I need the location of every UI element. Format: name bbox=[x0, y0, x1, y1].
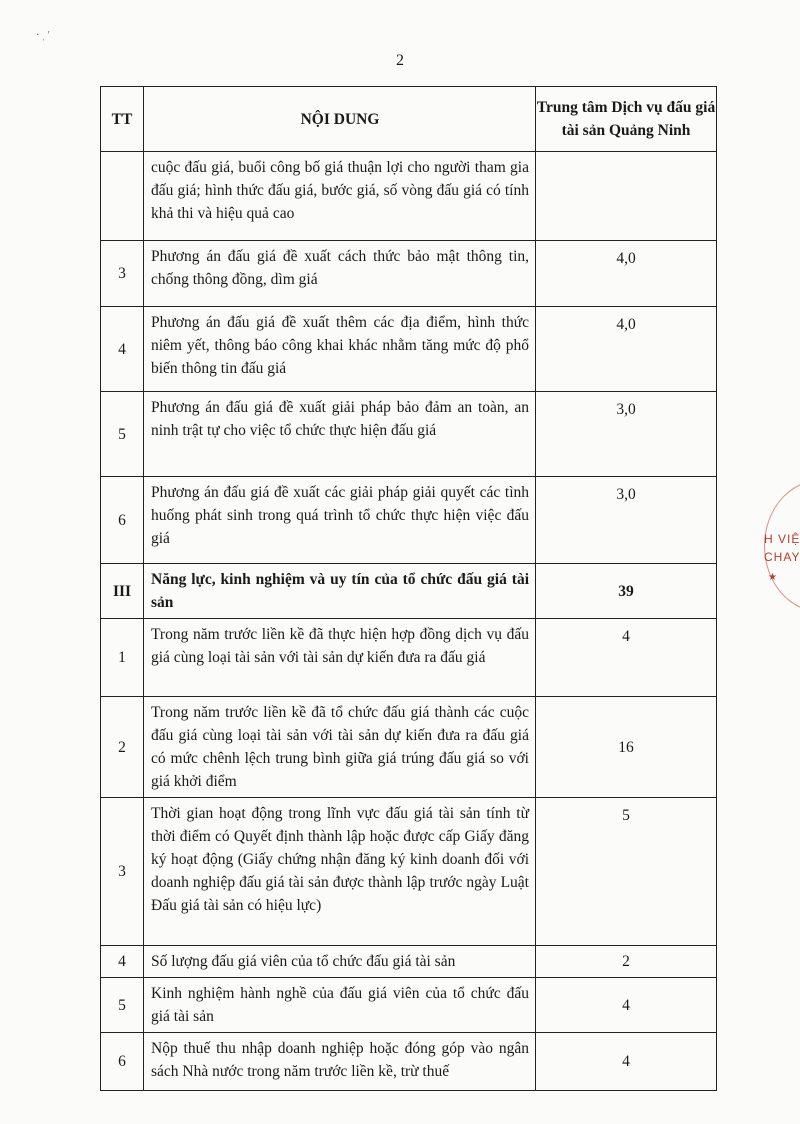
row-score: 2 bbox=[536, 946, 717, 978]
header-content: NỘI DUNG bbox=[144, 87, 536, 152]
header-score: Trung tâm Dịch vụ đấu giá tài sản Quảng Ninh bbox=[536, 87, 717, 152]
row-score: 4 bbox=[536, 619, 717, 697]
row-score bbox=[536, 152, 717, 241]
row-content: Trong năm trước liền kề đã thực hiện hợp đồng dịch vụ đấu giá cùng loại tài sản với tài sản dự kiến đưa ra đấu giá bbox=[144, 619, 536, 697]
row-tt: 2 bbox=[101, 697, 144, 798]
table-row bbox=[101, 619, 717, 697]
row-content: Phương án đấu giá đề xuất cách thức bảo mật thông tin, chống thông đồng, dìm giá bbox=[144, 241, 536, 307]
row-score: 4,0 bbox=[536, 241, 717, 307]
row-content: Phương án đấu giá đề xuất các giải pháp giải quyết các tình huống phát sinh trong quá trình tổ chức thực hiện việc đấu giá bbox=[144, 477, 536, 564]
table-row bbox=[101, 152, 717, 241]
table-row bbox=[101, 307, 717, 392]
table-row bbox=[101, 477, 717, 564]
row-content: Phương án đấu giá đề xuất giải pháp bảo đảm an toàn, an ninh trật tự cho việc tổ chức thực hiện đấu giá bbox=[144, 392, 536, 477]
row-tt: 4 bbox=[101, 946, 144, 978]
row-score: 39 bbox=[536, 564, 717, 619]
red-seal-stamp bbox=[758, 480, 800, 610]
table-row bbox=[101, 1033, 717, 1091]
seal-text-line1: H VIỆ bbox=[764, 532, 800, 546]
row-tt: 3 bbox=[101, 241, 144, 307]
row-tt: 6 bbox=[101, 477, 144, 564]
row-score: 3,0 bbox=[536, 392, 717, 477]
seal-text-line2: CHAY bbox=[764, 550, 800, 564]
table-header-row bbox=[101, 87, 717, 152]
row-content: Trong năm trước liền kề đã tổ chức đấu giá thành các cuộc đấu giá cùng loại tài sản với tài sản dự kiến đưa ra đấu giá có mức chênh lệch trung bình giữa giá trúng đấu giá so với giá khởi điểm bbox=[144, 697, 536, 798]
row-tt: 1 bbox=[101, 619, 144, 697]
table-row bbox=[101, 392, 717, 477]
row-tt: III bbox=[101, 564, 144, 619]
table-row bbox=[101, 241, 717, 307]
page-number: 2 bbox=[396, 52, 404, 69]
row-score: 5 bbox=[536, 798, 717, 946]
row-content: Số lượng đấu giá viên của tổ chức đấu giá tài sản bbox=[144, 946, 536, 978]
row-content: Năng lực, kinh nghiệm và uy tín của tổ chức đấu giá tài sản bbox=[144, 564, 536, 619]
table-row bbox=[101, 946, 717, 978]
table-row-section bbox=[101, 564, 717, 619]
row-content: Thời gian hoạt động trong lĩnh vực đấu giá tài sản tính từ thời điểm có Quyết định thành lập hoặc được cấp Giấy đăng ký hoạt động (Giấy chứng nhận đăng ký kinh doanh đối với doanh nghiệp đấu giá tài sản được thành lập trước ngày Luật Đấu giá tài sản có hiệu lực) bbox=[144, 798, 536, 946]
row-score: 3,0 bbox=[536, 477, 717, 564]
row-score: 16 bbox=[536, 697, 717, 798]
seal-ring bbox=[764, 480, 800, 612]
row-tt bbox=[101, 152, 144, 241]
row-content: cuộc đấu giá, buổi công bố giá thuận lợi cho người tham gia đấu giá; hình thức đấu giá, bước giá, số vòng đấu giá có tính khả thi và hiệu quả cao bbox=[144, 152, 536, 241]
table-row bbox=[101, 697, 717, 798]
table-row bbox=[101, 978, 717, 1033]
row-tt: 5 bbox=[101, 392, 144, 477]
row-score: 4,0 bbox=[536, 307, 717, 392]
score-table bbox=[100, 86, 717, 1091]
row-tt: 5 bbox=[101, 978, 144, 1033]
row-content: Nộp thuế thu nhập doanh nghiệp hoặc đóng góp vào ngân sách Nhà nước trong năm trước liền kề, trừ thuế bbox=[144, 1033, 536, 1091]
row-score: 4 bbox=[536, 1033, 717, 1091]
row-score: 4 bbox=[536, 978, 717, 1033]
row-content: Kinh nghiệm hành nghề của đấu giá viên của tổ chức đấu giá tài sản bbox=[144, 978, 536, 1033]
row-content: Phương án đấu giá đề xuất thêm các địa điểm, hình thức niêm yết, thông báo công khai khác nhằm tăng mức độ phổ biến thông tin đấu giá bbox=[144, 307, 536, 392]
table-row bbox=[101, 798, 717, 946]
row-tt: 4 bbox=[101, 307, 144, 392]
row-tt: 6 bbox=[101, 1033, 144, 1091]
star-icon: ★ bbox=[768, 572, 777, 583]
row-tt: 3 bbox=[101, 798, 144, 946]
scan-specks: · ˌ ′ bbox=[36, 30, 50, 41]
header-tt: TT bbox=[101, 87, 144, 152]
